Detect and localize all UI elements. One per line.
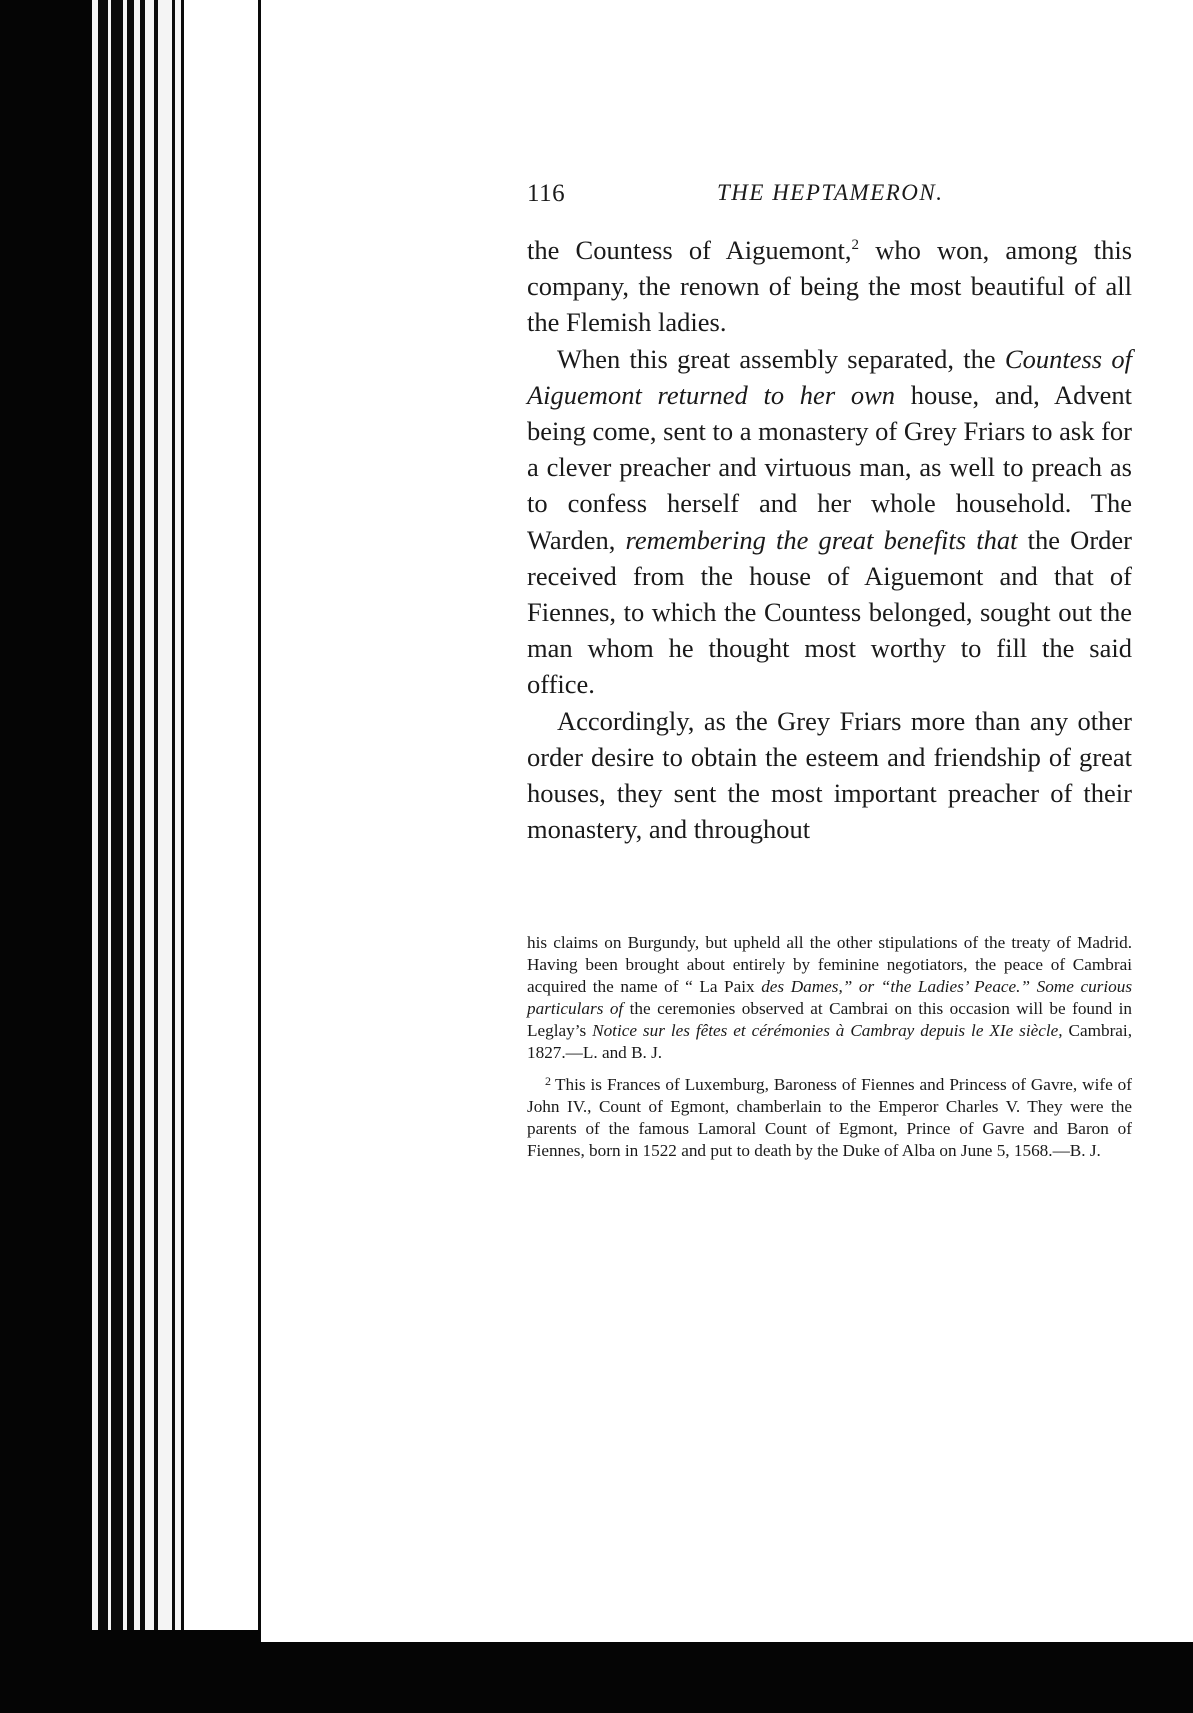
gutter-line <box>181 0 184 1713</box>
book-title: THE HEPTAMERON. <box>717 180 944 205</box>
text-run: the Countess of Aiguemont, <box>527 235 852 265</box>
footnote-ref: 2 <box>851 237 860 254</box>
gutter-line <box>111 0 123 1713</box>
running-head <box>527 180 1132 210</box>
italic-run: remembering the great benefits that <box>625 524 1018 555</box>
page-edge-line <box>258 0 261 1713</box>
paragraph-3 <box>527 703 1132 848</box>
italic-run: Notice sur les fêtes et cérémonies à Cambray depuis le XIe siècle, <box>592 1021 1063 1040</box>
text-run: who won, among this company, the renown of being the most beautiful of all the Flemish ladies. <box>527 235 1133 338</box>
footnote-2 <box>527 1070 1132 1162</box>
binding-gutter <box>0 0 92 1713</box>
text-run: the ceremonies observed at Cambrai on this occasion will be found in Leglay’s <box>527 999 1133 1040</box>
footnote-1 <box>527 932 1132 1064</box>
paragraph-1 <box>527 232 1132 341</box>
text-run: Accordingly, as the Grey Friars more than any other order desire to obtain the esteem and friendship of great houses, they sent the most important preacher of their monastery, and throughout <box>527 705 1132 845</box>
gutter-line <box>127 0 134 1713</box>
gutter-line <box>145 0 154 1713</box>
gutter-line <box>98 0 108 1713</box>
paragraph-2 <box>527 341 1132 703</box>
text-run: house, and, Advent being come, sent to a monastery of Grey Friars to ask for a clever preacher and virtuous man, as well to preach as to confess herself and her whole household. The Warden, <box>527 379 1133 555</box>
text-run: his claims on Burgundy, but upheld all the other stipulations of the treaty of Madrid. Having been brought about entirely by feminine negotiators, the peace of Cambrai acquired the name of “ La Paix <box>527 933 1132 996</box>
text-run: This is Frances of Luxemburg, Baroness of Fiennes and Princess of Gavre, wife of John IV., Count of Egmont, chamberlain to the Emperor Charles V. They were the parents of the famous Lamoral Count of Egmont, Prince of Gavre and Baron of Fiennes, born in 1522 and put to death by the Duke of Alba on June 5, 1568.—B. J. <box>527 1075 1132 1160</box>
footnote-marker: 2 <box>545 1074 551 1088</box>
italic-run: Countess of Aiguemont returned to her own <box>527 343 1132 410</box>
footnotes <box>527 932 1132 1162</box>
italic-run: des Dames,” or “the Ladies’ Peace.” Some curious particulars of <box>527 977 1133 1018</box>
text-run: When this great assembly separated, the <box>557 343 1005 374</box>
text-run: Cambrai, 1827.—L. and B. J. <box>527 1021 1133 1062</box>
scan-bottom-band <box>0 1642 1193 1713</box>
text-run: the Order received from the house of Aiguemont and that of Fiennes, to which the Countess belonged, sought out the man whom he thought most worthy to fill the said office. <box>527 524 1132 700</box>
gutter-line <box>158 0 172 1713</box>
page-number: 116 <box>527 180 566 207</box>
body-text <box>527 232 1132 847</box>
